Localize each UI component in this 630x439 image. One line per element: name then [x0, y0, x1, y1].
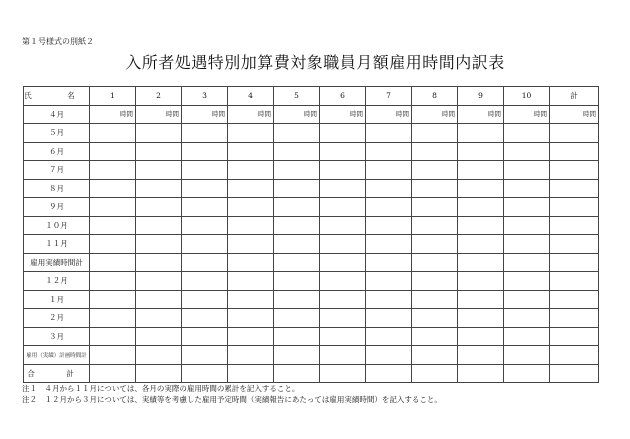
table-row	[24, 161, 599, 180]
hours-cell[interactable]	[228, 216, 274, 235]
hours-cell[interactable]	[504, 216, 550, 235]
hours-cell[interactable]	[458, 272, 504, 291]
hours-cell[interactable]	[550, 309, 599, 328]
row-label: １月	[24, 290, 90, 309]
hours-cell[interactable]	[550, 327, 599, 346]
page-title: 入所者処遇特別加算費対象職員月額雇用時間内訳表	[125, 53, 505, 72]
hours-cell[interactable]	[90, 235, 136, 254]
notes	[22, 384, 442, 405]
hours-cell[interactable]	[550, 161, 599, 180]
hours-cell[interactable]	[136, 290, 182, 309]
hours-cell[interactable]	[182, 327, 228, 346]
hours-cell[interactable]	[228, 346, 274, 365]
hours-cell[interactable]	[320, 364, 366, 383]
note-2: 注２ １２月から３月については、実績等を考慮した雇用予定時間（実績報告にあたっては雇用実績時間）を記入すること。	[22, 394, 442, 404]
table-row	[24, 179, 599, 198]
hours-cell[interactable]	[550, 142, 599, 161]
hours-cell[interactable]	[412, 198, 458, 217]
hours-cell[interactable]	[320, 179, 366, 198]
hours-cell[interactable]	[458, 253, 504, 272]
hours-cell[interactable]	[182, 198, 228, 217]
hours-cell[interactable]	[90, 272, 136, 291]
unit-label: 時間	[120, 109, 133, 118]
hours-cell[interactable]	[136, 216, 182, 235]
hours-cell[interactable]	[550, 253, 599, 272]
hours-cell[interactable]	[274, 105, 320, 124]
hours-cell[interactable]	[90, 346, 136, 365]
hours-cell[interactable]	[412, 346, 458, 365]
table-row	[24, 142, 599, 161]
hours-cell[interactable]	[274, 124, 320, 143]
hours-cell[interactable]	[182, 364, 228, 383]
column-header: 8	[412, 87, 458, 106]
column-header: 5	[274, 87, 320, 106]
hours-cell[interactable]	[504, 179, 550, 198]
hours-cell[interactable]	[90, 198, 136, 217]
table-row	[24, 253, 599, 272]
hours-cell[interactable]	[550, 105, 599, 124]
hours-cell[interactable]	[136, 105, 182, 124]
hours-cell[interactable]	[228, 272, 274, 291]
hours-cell[interactable]	[182, 124, 228, 143]
hours-cell[interactable]	[274, 179, 320, 198]
column-header: 4	[228, 87, 274, 106]
table-body	[24, 105, 599, 383]
hours-cell[interactable]	[90, 161, 136, 180]
hours-table	[23, 86, 599, 383]
table-row	[24, 290, 599, 309]
hours-cell[interactable]	[366, 253, 412, 272]
hours-cell[interactable]	[182, 346, 228, 365]
hours-cell[interactable]	[90, 253, 136, 272]
hours-cell[interactable]	[366, 364, 412, 383]
hours-cell[interactable]	[136, 235, 182, 254]
hours-cell[interactable]	[504, 253, 550, 272]
hours-cell[interactable]	[228, 364, 274, 383]
hours-cell[interactable]	[320, 142, 366, 161]
hours-cell[interactable]	[90, 364, 136, 383]
hours-cell[interactable]	[182, 253, 228, 272]
column-header: 1	[90, 87, 136, 106]
hours-cell[interactable]	[504, 235, 550, 254]
hours-cell[interactable]	[136, 198, 182, 217]
hours-cell[interactable]	[228, 105, 274, 124]
row-label: ４月	[24, 105, 90, 124]
hours-cell[interactable]	[504, 309, 550, 328]
hours-cell[interactable]	[228, 290, 274, 309]
hours-cell[interactable]	[458, 309, 504, 328]
table-row	[24, 272, 599, 291]
table-row	[24, 216, 599, 235]
hours-cell[interactable]	[550, 235, 599, 254]
hours-cell[interactable]	[504, 142, 550, 161]
hours-cell[interactable]	[228, 124, 274, 143]
row-label: １１月	[24, 235, 90, 254]
hours-cell[interactable]	[366, 346, 412, 365]
hours-cell[interactable]	[90, 327, 136, 346]
hours-cell[interactable]	[274, 142, 320, 161]
hours-cell[interactable]	[412, 272, 458, 291]
hours-cell[interactable]	[412, 235, 458, 254]
table-row	[24, 105, 599, 124]
hours-cell[interactable]	[458, 105, 504, 124]
name-header: 氏 名	[24, 87, 90, 106]
hours-cell[interactable]	[366, 327, 412, 346]
row-label: 雇用実績時間計	[24, 253, 90, 272]
table-row	[24, 198, 599, 217]
row-label: ５月	[24, 124, 90, 143]
hours-cell[interactable]	[320, 105, 366, 124]
hours-cell[interactable]	[366, 272, 412, 291]
hours-cell[interactable]	[228, 309, 274, 328]
hours-cell[interactable]	[458, 179, 504, 198]
hours-cell[interactable]	[320, 216, 366, 235]
hours-cell[interactable]	[458, 364, 504, 383]
hours-cell[interactable]	[412, 161, 458, 180]
hours-cell[interactable]	[458, 290, 504, 309]
hours-cell[interactable]	[458, 216, 504, 235]
hours-cell[interactable]	[90, 309, 136, 328]
hours-cell[interactable]	[320, 124, 366, 143]
hours-cell[interactable]	[550, 272, 599, 291]
hours-cell[interactable]	[458, 346, 504, 365]
unit-label: 時間	[534, 109, 547, 118]
hours-cell[interactable]	[504, 198, 550, 217]
hours-cell[interactable]	[320, 272, 366, 291]
hours-cell[interactable]	[412, 216, 458, 235]
row-label: ２月	[24, 309, 90, 328]
hours-cell[interactable]	[412, 309, 458, 328]
hours-cell[interactable]	[274, 309, 320, 328]
hours-cell[interactable]	[550, 198, 599, 217]
hours-cell[interactable]	[320, 327, 366, 346]
hours-cell[interactable]	[90, 216, 136, 235]
hours-cell[interactable]	[320, 161, 366, 180]
hours-cell[interactable]	[228, 235, 274, 254]
hours-cell[interactable]	[136, 309, 182, 328]
hours-cell[interactable]	[136, 253, 182, 272]
hours-cell[interactable]	[412, 105, 458, 124]
hours-cell[interactable]	[182, 216, 228, 235]
hours-cell[interactable]	[274, 290, 320, 309]
hours-cell[interactable]	[182, 290, 228, 309]
hours-cell[interactable]	[90, 105, 136, 124]
hours-cell[interactable]	[274, 346, 320, 365]
hours-cell[interactable]	[366, 290, 412, 309]
hours-cell[interactable]	[228, 253, 274, 272]
hours-cell[interactable]	[366, 124, 412, 143]
hours-cell[interactable]	[90, 179, 136, 198]
hours-cell[interactable]	[550, 364, 599, 383]
row-label: １２月	[24, 272, 90, 291]
hours-cell[interactable]	[458, 124, 504, 143]
column-header: 7	[366, 87, 412, 106]
unit-label: 時間	[304, 109, 317, 118]
column-header: 9	[458, 87, 504, 106]
hours-cell[interactable]	[90, 124, 136, 143]
hours-cell[interactable]	[274, 272, 320, 291]
hours-cell[interactable]	[90, 290, 136, 309]
row-label: ７月	[24, 161, 90, 180]
hours-cell[interactable]	[136, 142, 182, 161]
hours-cell[interactable]	[274, 253, 320, 272]
hours-cell[interactable]	[274, 161, 320, 180]
hours-cell[interactable]	[412, 124, 458, 143]
hours-cell[interactable]	[320, 290, 366, 309]
unit-label: 時間	[488, 109, 501, 118]
unit-label: 時間	[258, 109, 271, 118]
hours-cell[interactable]	[274, 327, 320, 346]
table-row	[24, 124, 599, 143]
row-label: ６月	[24, 142, 90, 161]
row-label: ３月	[24, 327, 90, 346]
column-header: 6	[320, 87, 366, 106]
hours-cell[interactable]	[90, 142, 136, 161]
hours-cell[interactable]	[320, 198, 366, 217]
hours-cell[interactable]	[182, 142, 228, 161]
unit-label: 時間	[583, 109, 596, 118]
hours-cell[interactable]	[504, 364, 550, 383]
row-label: １０月	[24, 216, 90, 235]
hours-cell[interactable]	[366, 142, 412, 161]
hours-cell[interactable]	[550, 290, 599, 309]
hours-cell[interactable]	[458, 327, 504, 346]
unit-label: 時間	[212, 109, 225, 118]
row-label: 雇用（実績）計画時間計	[24, 346, 90, 365]
unit-label: 時間	[166, 109, 179, 118]
hours-cell[interactable]	[366, 198, 412, 217]
hours-cell[interactable]	[504, 346, 550, 365]
hours-cell[interactable]	[504, 327, 550, 346]
hours-cell[interactable]	[366, 216, 412, 235]
hours-cell[interactable]	[366, 309, 412, 328]
unit-label: 時間	[442, 109, 455, 118]
row-label: ８月	[24, 179, 90, 198]
hours-cell[interactable]	[228, 327, 274, 346]
hours-cell[interactable]	[182, 272, 228, 291]
hours-cell[interactable]	[182, 235, 228, 254]
hours-cell[interactable]	[136, 161, 182, 180]
hours-cell[interactable]	[136, 272, 182, 291]
hours-cell[interactable]	[504, 272, 550, 291]
hours-cell[interactable]	[136, 179, 182, 198]
hours-cell[interactable]	[458, 198, 504, 217]
hours-cell[interactable]	[320, 235, 366, 254]
hours-cell[interactable]	[366, 179, 412, 198]
hours-cell[interactable]	[458, 161, 504, 180]
note-1: 注１ ４月から１１月については、各月の実際の雇用時間の累計を記入すること。	[22, 384, 300, 393]
column-header: 3	[182, 87, 228, 106]
hours-cell[interactable]	[550, 216, 599, 235]
hours-cell[interactable]	[274, 198, 320, 217]
column-header: 10	[504, 87, 550, 106]
hours-cell[interactable]	[228, 142, 274, 161]
hours-cell[interactable]	[504, 161, 550, 180]
hours-cell[interactable]	[182, 161, 228, 180]
hours-cell[interactable]	[274, 364, 320, 383]
hours-cell[interactable]	[504, 290, 550, 309]
hours-cell[interactable]	[228, 179, 274, 198]
hours-cell[interactable]	[504, 105, 550, 124]
hours-cell[interactable]	[458, 142, 504, 161]
hours-cell[interactable]	[136, 327, 182, 346]
hours-cell[interactable]	[550, 179, 599, 198]
hours-cell[interactable]	[550, 124, 599, 143]
hours-cell[interactable]	[274, 216, 320, 235]
hours-cell[interactable]	[136, 364, 182, 383]
hours-cell[interactable]	[182, 105, 228, 124]
hours-cell[interactable]	[412, 142, 458, 161]
hours-cell[interactable]	[412, 179, 458, 198]
unit-label: 時間	[396, 109, 409, 118]
hours-cell[interactable]	[504, 124, 550, 143]
hours-cell[interactable]	[182, 179, 228, 198]
hours-cell[interactable]	[412, 253, 458, 272]
hours-cell[interactable]	[228, 161, 274, 180]
hours-cell[interactable]	[274, 235, 320, 254]
hours-cell[interactable]	[182, 309, 228, 328]
hours-cell[interactable]	[320, 309, 366, 328]
hours-cell[interactable]	[320, 346, 366, 365]
column-header: 2	[136, 87, 182, 106]
table-row	[24, 327, 599, 346]
hours-cell[interactable]	[412, 327, 458, 346]
table-row	[24, 346, 599, 365]
table-row	[24, 309, 599, 328]
form-number: 第１号様式の別紙２	[22, 37, 94, 46]
table-row	[24, 235, 599, 254]
hours-cell[interactable]	[366, 235, 412, 254]
hours-cell[interactable]	[412, 364, 458, 383]
hours-cell[interactable]	[228, 198, 274, 217]
hours-cell[interactable]	[136, 124, 182, 143]
hours-cell[interactable]	[366, 161, 412, 180]
hours-cell[interactable]	[412, 290, 458, 309]
hours-cell[interactable]	[320, 253, 366, 272]
table-row	[24, 364, 599, 383]
row-label: ９月	[24, 198, 90, 217]
hours-cell[interactable]	[366, 105, 412, 124]
hours-cell[interactable]	[136, 346, 182, 365]
hours-cell[interactable]	[458, 235, 504, 254]
header-row	[24, 87, 599, 106]
row-label: 合 計	[24, 364, 90, 383]
column-header-total: 計	[550, 87, 599, 106]
unit-label: 時間	[350, 109, 363, 118]
hours-cell[interactable]	[550, 346, 599, 365]
